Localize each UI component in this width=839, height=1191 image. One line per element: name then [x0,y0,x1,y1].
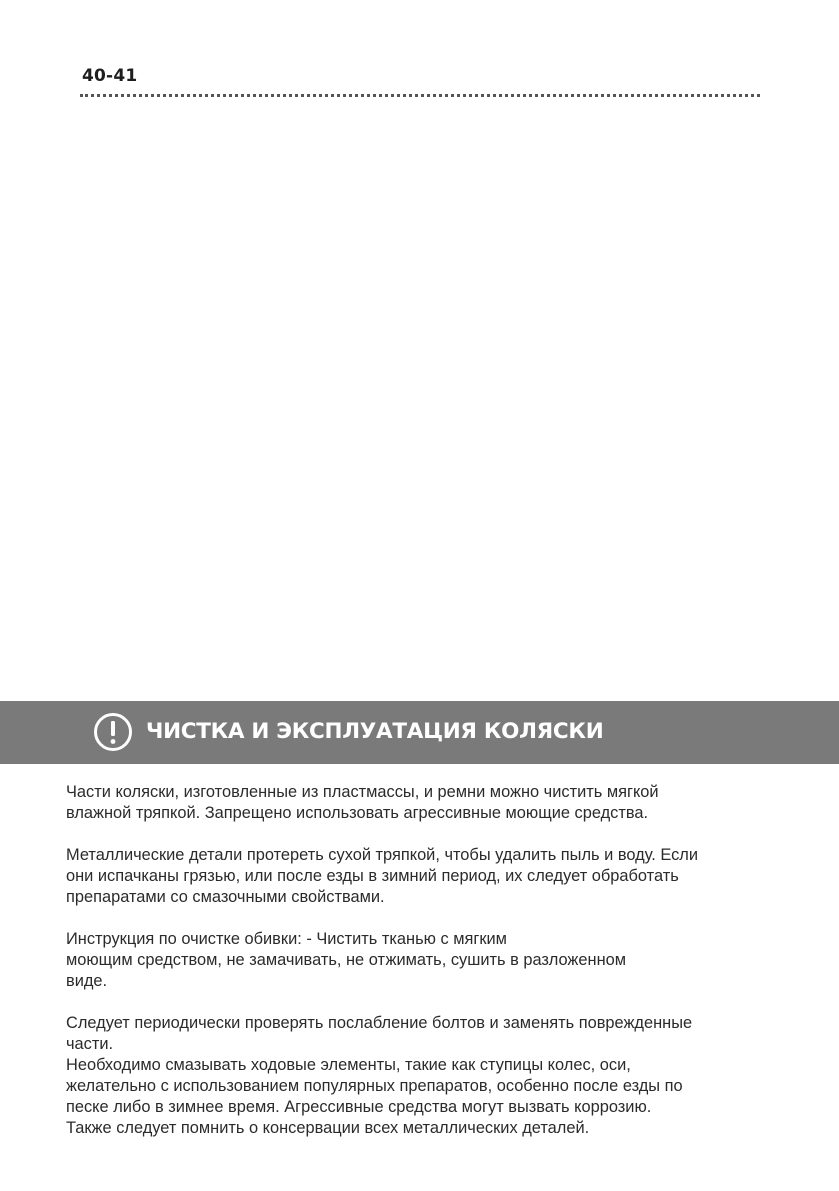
section-body [66,782,786,1139]
paragraph-metal-parts: Металлические детали протереть сухой тряпкой, чтобы удалить пыль и воду. Если они испачканы грязью, или после езды в зимний период, их следует обработать препаратами со смазочными свойствами. [66,846,698,906]
paragraph-plastic-parts: Части коляски, изготовленные из пластмассы, и ремни можно чистить мягкой влажной тряпкой. Запрещено использовать агрессивные моющие средства. [66,783,659,822]
paragraph-lubrication: Необходимо смазывать ходовые элементы, такие как ступицы колес, оси, желательно с использованием популярных препаратов, особенно после езды по песке либо в зимнее время. Агрессивные средства могут вызвать коррозию. Также следует помнить о консервации всех металлических деталей. [66,1056,683,1137]
paragraph-bolts: Следует периодически проверять послабление болтов и заменять поврежденные части. [66,1014,693,1053]
section-banner [0,701,839,764]
exclamation-circle-icon [93,712,133,752]
section-title: ЧИСТКА И ЭКСПЛУАТАЦИЯ КОЛЯСКИ [146,719,604,744]
paragraph-upholstery: Инструкция по очистке обивки: - Чистить тканью с мягким моющим средством, не замачивать, не отжимать, сушить в разложенном виде. [66,930,627,990]
header-divider [80,94,760,97]
page-number: 40-41 [82,66,138,86]
